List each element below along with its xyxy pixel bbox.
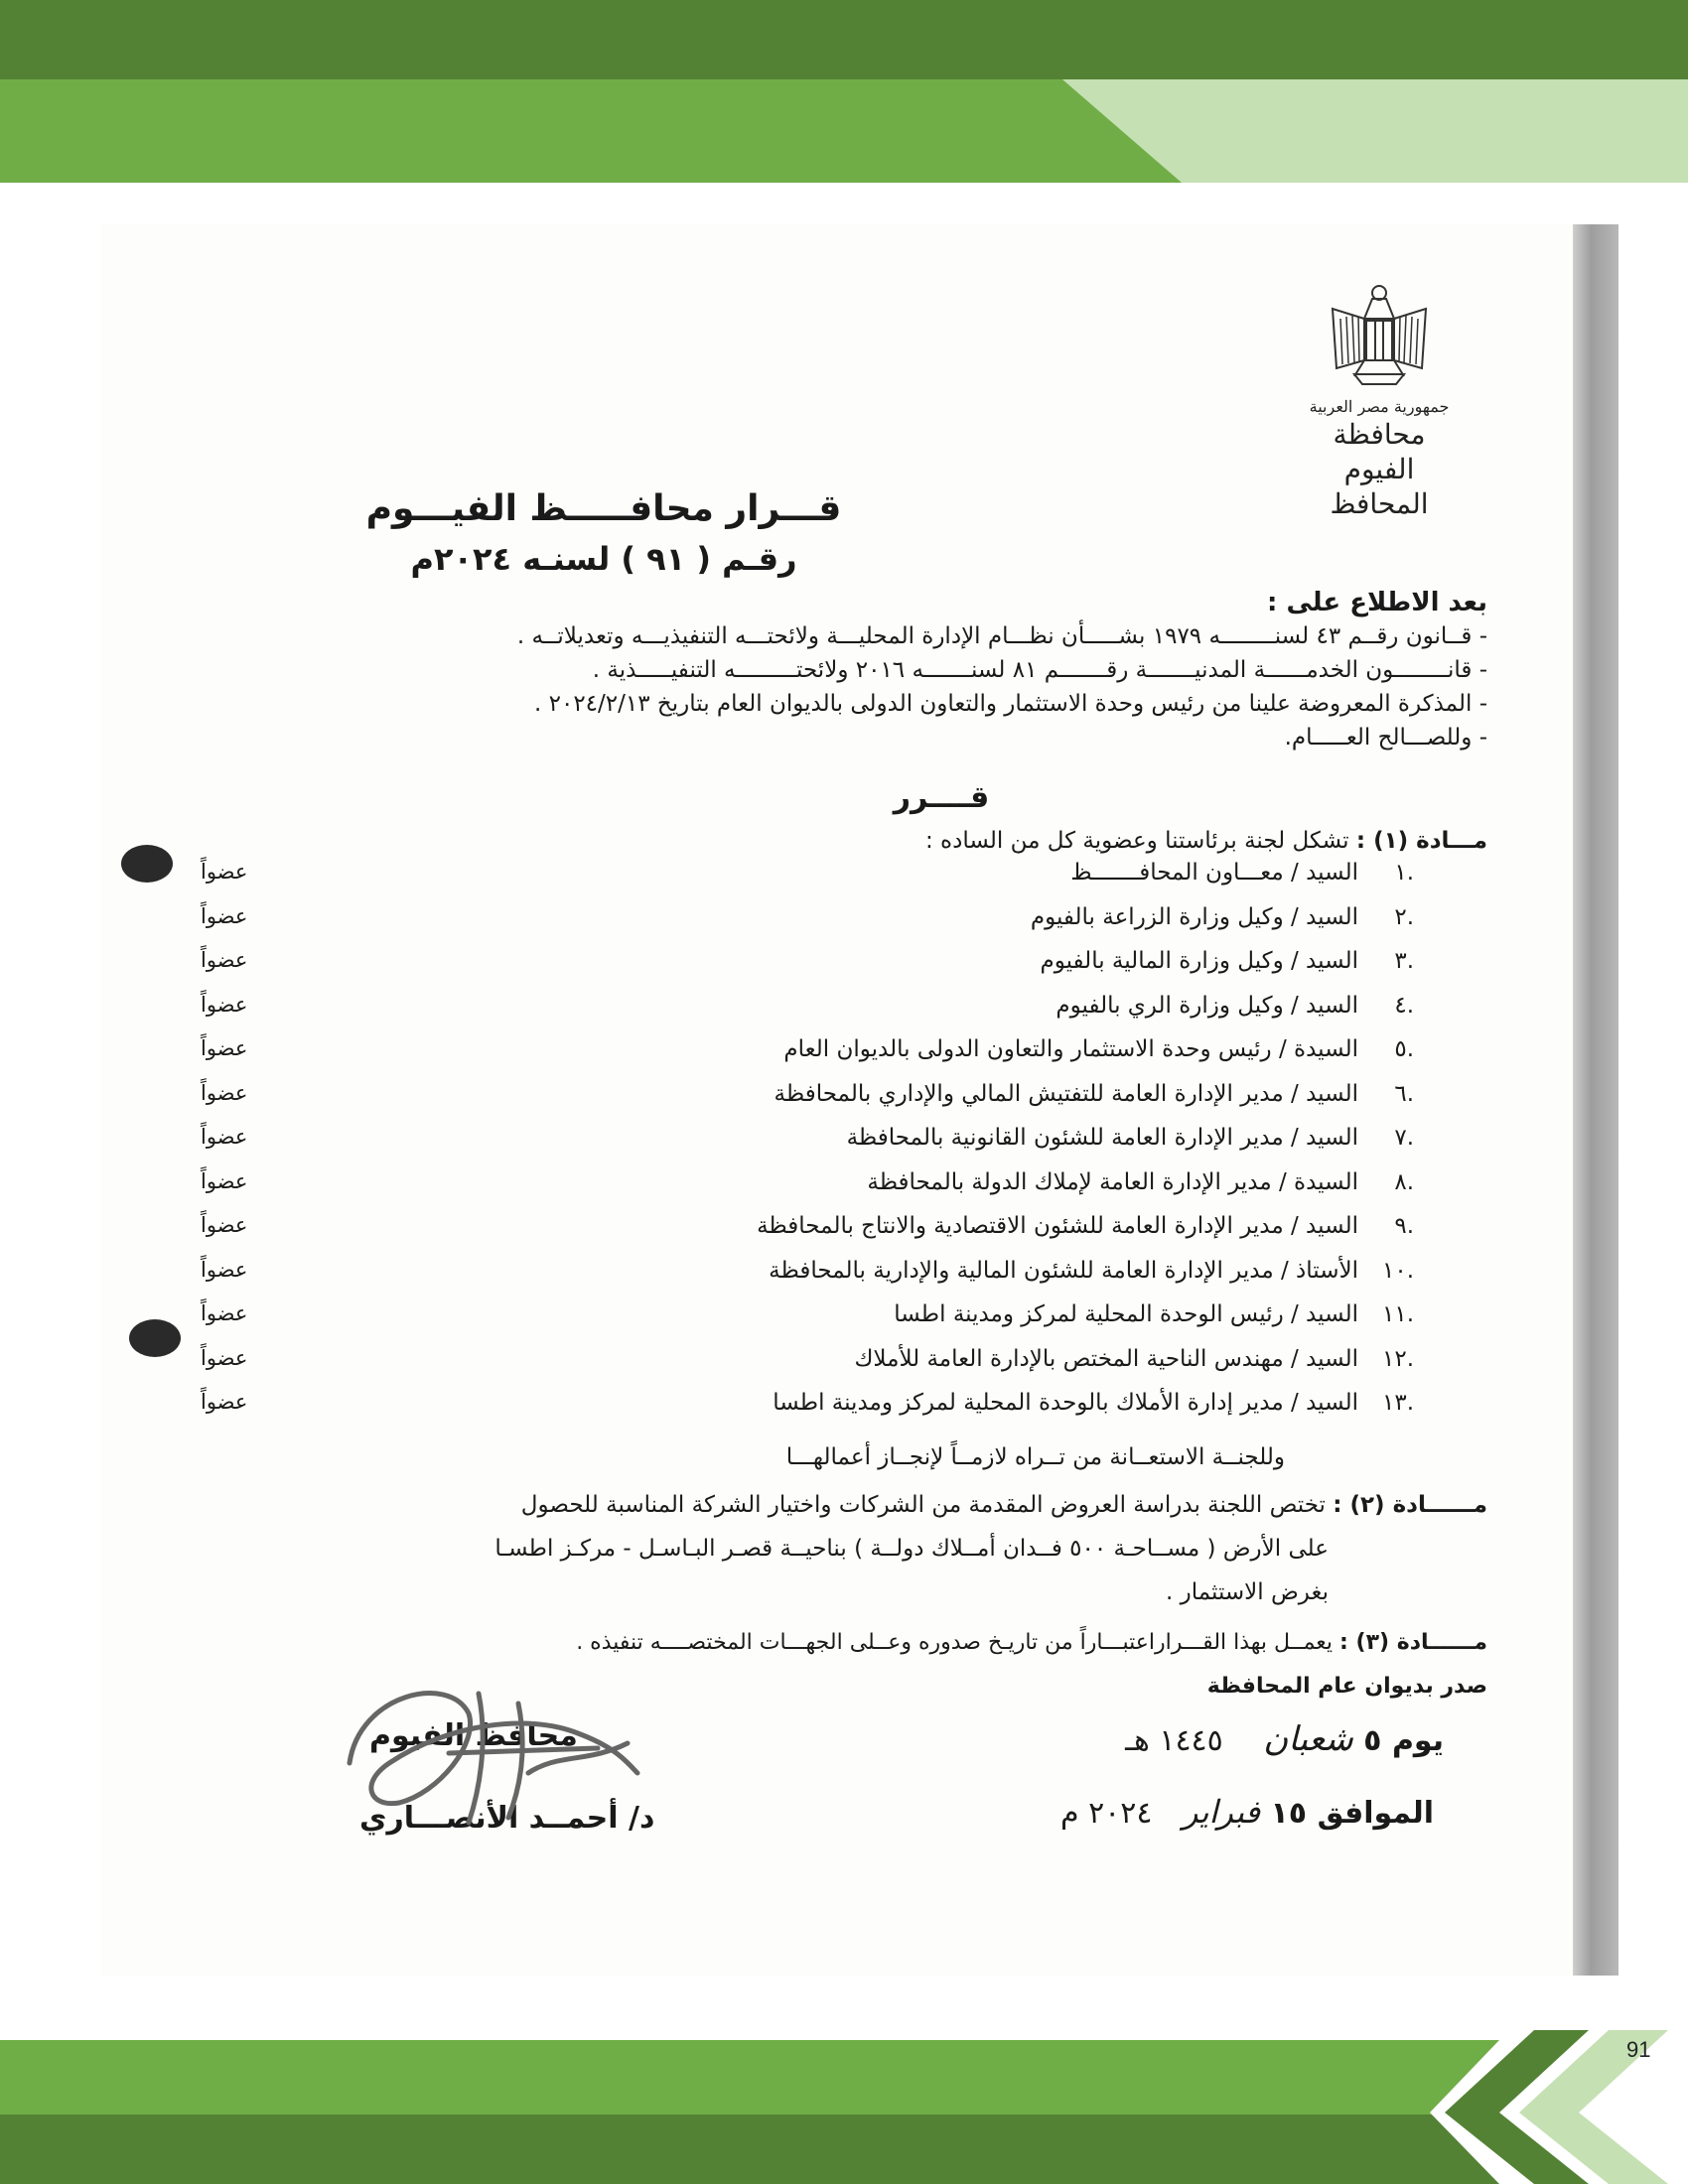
issue-day-prefix: يوم (1391, 1723, 1444, 1758)
preamble (181, 586, 1487, 754)
member-number: .٤ (1394, 992, 1414, 1019)
member-role: عضواً (201, 1213, 248, 1237)
preamble-line: - وللصـــالح العـــــام. (1284, 725, 1487, 751)
article-1-label: مـــادة (١) : (1355, 828, 1487, 854)
committee-member-row (201, 948, 1414, 992)
top-banner (0, 0, 1688, 184)
signatory-title: محافظ الفيوم (369, 1718, 578, 1753)
member-role: عضواً (201, 1345, 248, 1370)
member-name: السيد / معـــاون المحافـــــــظ (1070, 860, 1358, 886)
committee-member-row (201, 1125, 1414, 1168)
member-number: .١ (1394, 860, 1414, 886)
committee-member-row (201, 860, 1414, 903)
member-number: .٥ (1394, 1036, 1414, 1062)
member-name: السيد / مدير إدارة الأملاك بالوحدة المحلية لمركز ومدينة اطسا (773, 1390, 1358, 1416)
issue-greg-year: ٢٠٢٤ م (1059, 1796, 1153, 1831)
member-role: عضواً (201, 1301, 248, 1325)
committee-member-row (201, 1258, 1414, 1301)
committee-member-row (201, 1390, 1414, 1433)
member-number: .٩ (1394, 1213, 1414, 1239)
issue-equiv-prefix: الموافق (1317, 1796, 1434, 1831)
article-1-closing (181, 1440, 1285, 1474)
article-1-intro (181, 824, 1487, 858)
member-role: عضواً (201, 860, 248, 884)
handwritten-signature (330, 1654, 657, 1833)
issue-day: ٥ (1363, 1723, 1382, 1758)
preamble-line: - قــانون رقــم ٤٣ لسنــــــــه ١٩٧٩ بشـــــأن نظـــام الإدارة المحليـــة ولائحتـــه التنفيذيـــه وتعديلاتــه . (516, 623, 1487, 649)
member-number: .١٣ (1381, 1390, 1414, 1416)
member-name: السيد / وكيل وزارة الري بالفيوم (1055, 992, 1358, 1019)
issue-date-gregorian (1060, 1793, 1434, 1831)
member-number: .٣ (1394, 948, 1414, 974)
member-role: عضواً (201, 1390, 248, 1414)
member-role: عضواً (201, 1080, 248, 1105)
letterhead (1305, 279, 1454, 521)
scanned-decree (101, 224, 1618, 1976)
member-name: السيد / مدير الإدارة العامة للتفتيش المالي والإداري بالمحافظة (774, 1080, 1358, 1107)
top-banner-dark-bar (0, 0, 1688, 79)
member-name: السيد / وكيل وزارة المالية بالفيوم (1040, 948, 1358, 974)
member-number: .٧ (1394, 1125, 1414, 1151)
issue-month-hijri: شعبان (1263, 1719, 1353, 1759)
member-name: السيد / مدير الإدارة العامة للشئون الاقتصادية والانتاج بالمحافظة (757, 1213, 1358, 1239)
member-role: عضواً (201, 1036, 248, 1060)
letterhead-country: جمهورية مصر العربية (1309, 397, 1450, 416)
member-number: .٦ (1394, 1080, 1414, 1107)
member-name: السيد / وكيل وزارة الزراعة بالفيوم (1030, 903, 1358, 930)
article-2-label: مــــــادة (٢) : (1333, 1492, 1487, 1518)
member-number: .١٠ (1381, 1257, 1414, 1284)
member-role: عضواً (201, 903, 248, 928)
member-role: عضواً (201, 1257, 248, 1282)
preamble-line: - المذكرة المعروضة علينا من رئيس وحدة الاستثمار والتعاون الدولى بالديوان العام بتاريخ ٢٠٢٤/٢/١٣ . (533, 691, 1487, 717)
member-name: الأستاذ / مدير الإدارة العامة للشئون المالية والإدارية بالمحافظة (769, 1257, 1358, 1284)
eagle-emblem (1325, 279, 1434, 393)
member-number: .١١ (1381, 1301, 1414, 1327)
decree-title: قـــرار محافـــــظ الفيـــوم (365, 488, 842, 529)
member-name: السيد / مدير الإدارة العامة للشئون القانونية بالمحافظة (846, 1125, 1358, 1151)
letterhead-office: المحافظ (1330, 487, 1429, 520)
article-2-line: تختص اللجنة بدراسة العروض المقدمة من الشركات واختيار الشركة المناسبة للحصول (520, 1492, 1326, 1518)
article-1-closing-text: وللجنــة الاستعــانة من تــراه لازمــاً لإنجــاز أعمالهـــا (785, 1444, 1285, 1470)
page-number: 91 (1626, 2037, 1651, 2062)
committee-member-row (201, 1301, 1414, 1345)
member-role: عضواً (201, 992, 248, 1017)
article-2 (181, 1483, 1487, 1614)
scan-shadow-edge (1573, 224, 1618, 1976)
article-1-text: تشكل لجنة برئاستنا وعضوية كل من الساده : (924, 828, 1349, 854)
article-2-line: بغرض الاستثمار . (1166, 1579, 1329, 1605)
member-role: عضواً (201, 948, 248, 972)
committee-member-row (201, 1036, 1414, 1080)
committee-member-row (201, 1081, 1414, 1125)
member-name: السيد / رئيس الوحدة المحلية لمركز ومدينة اطسا (894, 1301, 1358, 1327)
decree-number: رقـم ( ٩١ ) لسنـه ٢٠٢٤م (410, 540, 797, 578)
preamble-heading: بعد الاطلاع على : (1267, 588, 1487, 617)
bottom-banner (0, 2015, 1688, 2184)
article-3-text: يعمــل بهذا القـــراراعتبـــاراً من تاريـخ صدوره وعــلى الجهـــات المختصــــه تنفيذه . (576, 1630, 1334, 1655)
member-number: .١٢ (1381, 1345, 1414, 1372)
member-number: .٨ (1394, 1168, 1414, 1195)
committee-member-row (201, 993, 1414, 1036)
decision-heading: قــــرر (893, 780, 990, 815)
issue-greg-month: فبراير (1182, 1793, 1261, 1831)
decree-body (101, 224, 1573, 1976)
signatory-name: د/ أحمــد الأنصـــاري (359, 1801, 655, 1836)
top-banner-mid-bar (0, 79, 1182, 183)
member-name: السيدة / رئيس وحدة الاستثمار والتعاون الدولى بالديوان العام (783, 1036, 1358, 1062)
article-3-label: مــــــادة (٣) : (1339, 1630, 1487, 1655)
issue-year-hijri: ١٤٤٥ هـ (1125, 1723, 1223, 1758)
committee-member-row (201, 1169, 1414, 1213)
preamble-line: - قانــــــــون الخدمــــــة المدنيـــــــة رقـــــــم ٨١ لسنـــــــه ٢٠١٦ ولائحتـــــــــه التنفيـــــذية . (592, 657, 1487, 683)
issued-at: صدر بديوان عام المحافظة (1206, 1674, 1487, 1699)
committee-member-row (201, 904, 1414, 948)
committee-member-row (201, 1213, 1414, 1257)
issue-date-hijri (1125, 1719, 1444, 1759)
member-name: السيد / مهندس الناحية المختص بالإدارة العامة للأملاك (854, 1345, 1358, 1372)
letterhead-governorate: محافظة الفيوم (1333, 418, 1426, 485)
article-2-line: على الأرض ( مســاحـة ٥٠٠ فــدان أمــلاك دولــة ) بناحيــة قصـر البـاسـل - مركـز اطسـا (494, 1536, 1329, 1562)
member-role: عضواً (201, 1125, 248, 1149)
member-name: السيدة / مدير الإدارة العامة لإملاك الدولة بالمحافظة (867, 1168, 1358, 1195)
committee-member-row (201, 1346, 1414, 1390)
bottom-banner-dark-strip (0, 2115, 1688, 2184)
issue-greg-day: ١٥ (1270, 1796, 1308, 1831)
member-number: .٢ (1394, 903, 1414, 930)
member-role: عضواً (201, 1168, 248, 1193)
